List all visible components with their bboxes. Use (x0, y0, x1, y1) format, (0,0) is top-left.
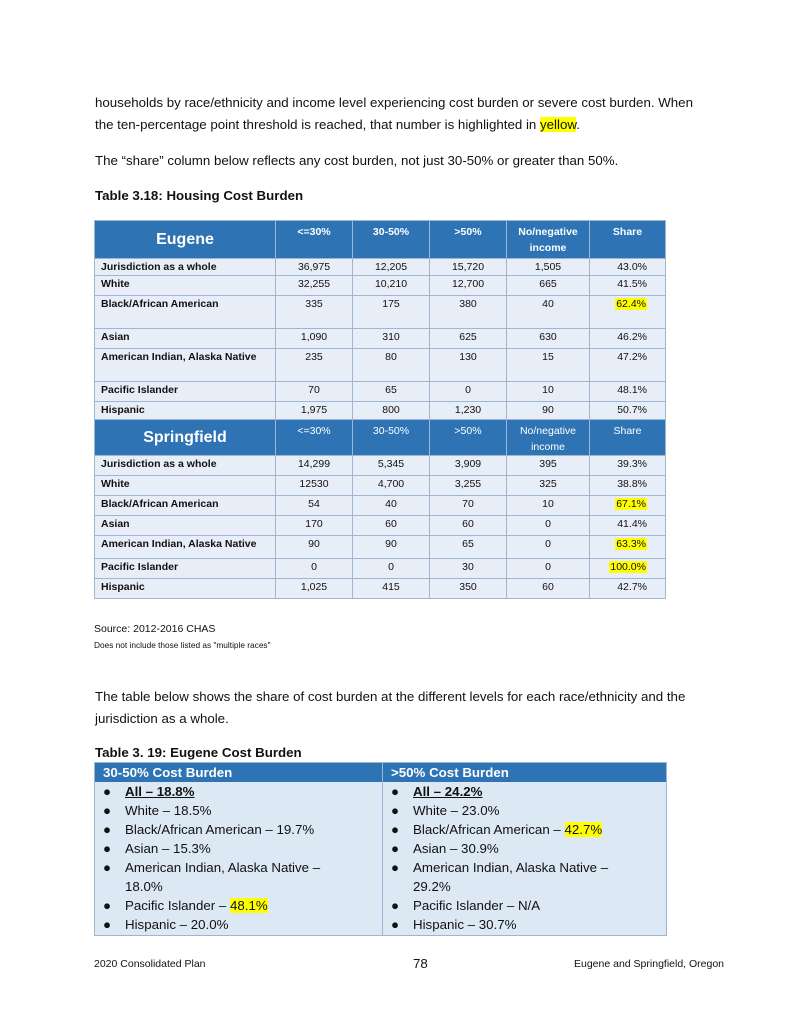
cell-le30: 90 (276, 536, 353, 559)
springfield-title: Springfield (95, 420, 276, 456)
row-label: American Indian, Alaska Native (95, 536, 276, 559)
transition-line-2: jurisdiction as a whole. (95, 711, 229, 726)
intro-line-2 (95, 114, 755, 136)
column-header: Share (590, 221, 666, 259)
cell-gt50: 3,909 (430, 456, 507, 476)
cell-gt50: 30 (430, 559, 507, 579)
cell-no-income: 0 (507, 559, 590, 579)
cell-gt50: 0 (430, 382, 507, 402)
list-item (383, 915, 666, 934)
column-header: Share (590, 420, 666, 456)
highlighted-share: 62.4% (616, 298, 646, 310)
bullet-icon: ● (391, 841, 400, 856)
highlighted-value: 48.1% (229, 898, 268, 913)
cell-gt50: 625 (430, 329, 507, 349)
column-header: >50% (430, 420, 507, 456)
share-value: 46.2% (617, 331, 647, 343)
row-label: Black/African American (95, 496, 276, 516)
cell-no-income: 40 (507, 296, 590, 329)
bullet-icon: ● (103, 784, 112, 799)
list-item-text: Black/African American – 19.7% (125, 822, 315, 837)
bullet-icon: ● (103, 841, 112, 856)
cell-le30: 32,255 (276, 276, 353, 296)
list-item-text: 29.2% (413, 879, 451, 894)
cell-gt50: 130 (430, 349, 507, 382)
cell-share (590, 402, 666, 420)
cell-gt50: 3,255 (430, 476, 507, 496)
bullet-icon: ● (103, 860, 112, 875)
cell-share (590, 296, 666, 329)
list-item-text: All – 18.8% (125, 784, 195, 799)
severe-burden-column (383, 763, 666, 935)
intro-line-1: households by race/ethnicity and income level experiencing cost burden or severe cost burden. When (95, 95, 693, 110)
list-item (95, 858, 382, 896)
cell-le30: 1,025 (276, 579, 353, 599)
row-label: Black/African American (95, 296, 276, 329)
cell-no-income: 630 (507, 329, 590, 349)
list-item (95, 820, 382, 839)
cell-le30: 70 (276, 382, 353, 402)
bullet-icon: ● (103, 898, 112, 913)
cell-no-income: 15 (507, 349, 590, 382)
cell-gt50: 15,720 (430, 259, 507, 276)
table-3-19-caption: Table 3. 19: Eugene Cost Burden (95, 745, 302, 760)
row-label: Pacific Islander (95, 382, 276, 402)
share-value: 39.3% (617, 458, 647, 470)
moderate-burden-list (95, 782, 382, 934)
column-header: <=30% (276, 420, 353, 456)
row-label: Hispanic (95, 579, 276, 599)
list-item-text: Hispanic – 30.7% (413, 917, 517, 932)
cell-30-50: 5,345 (353, 456, 430, 476)
cell-gt50: 70 (430, 496, 507, 516)
cell-gt50: 60 (430, 516, 507, 536)
cell-30-50: 40 (353, 496, 430, 516)
table-row (95, 579, 666, 599)
bullet-icon: ● (391, 898, 400, 913)
cell-le30: 1,090 (276, 329, 353, 349)
cell-no-income: 1,505 (507, 259, 590, 276)
cell-share (590, 382, 666, 402)
list-item-text: Pacific Islander – N/A (413, 898, 541, 913)
cell-le30: 235 (276, 349, 353, 382)
cell-gt50: 380 (430, 296, 507, 329)
table-row (95, 536, 666, 559)
row-label: Hispanic (95, 402, 276, 420)
cell-le30: 14,299 (276, 456, 353, 476)
table-row (95, 402, 666, 420)
intro-line-2-text: the ten-percentage point threshold is reached, that number is highlighted in (95, 117, 540, 132)
cell-no-income: 665 (507, 276, 590, 296)
table-row (95, 296, 666, 329)
list-item-text: Pacific Islander – (125, 898, 230, 913)
column-header: 30-50% (353, 420, 430, 456)
share-note: The “share” column below reflects any cost burden, not just 30-50% or greater than 50%. (95, 153, 619, 168)
cell-share (590, 349, 666, 382)
cell-no-income: 395 (507, 456, 590, 476)
springfield-section (95, 420, 666, 599)
highlighted-value: 42.7% (564, 822, 603, 837)
cell-30-50: 175 (353, 296, 430, 329)
table-row (95, 329, 666, 349)
list-item-text: White – 23.0% (413, 803, 500, 818)
share-value: 41.4% (617, 518, 647, 530)
share-value: 38.8% (617, 478, 647, 490)
cell-30-50: 415 (353, 579, 430, 599)
housing-cost-burden-table (94, 220, 666, 599)
bullet-icon: ● (103, 917, 112, 932)
cell-le30: 54 (276, 496, 353, 516)
list-item (383, 839, 666, 858)
share-value: 47.2% (617, 351, 647, 363)
cell-no-income: 10 (507, 496, 590, 516)
table-row (95, 276, 666, 296)
list-item-text: White – 18.5% (125, 803, 212, 818)
table-row (95, 382, 666, 402)
table-row (95, 476, 666, 496)
list-item-text: 18.0% (125, 879, 163, 894)
list-item (95, 801, 382, 820)
intro-line-2-end: . (576, 117, 580, 132)
column-header: No/negative income (507, 420, 590, 456)
table-row (95, 496, 666, 516)
row-label: American Indian, Alaska Native (95, 349, 276, 382)
cell-30-50: 12,205 (353, 259, 430, 276)
list-item-text: Black/African American – (413, 822, 565, 837)
cell-share (590, 476, 666, 496)
cell-share (590, 276, 666, 296)
table-3-18-caption: Table 3.18: Housing Cost Burden (95, 188, 304, 203)
cell-30-50: 0 (353, 559, 430, 579)
cell-30-50: 90 (353, 536, 430, 559)
share-value: 43.0% (617, 261, 647, 273)
row-label: Jurisdiction as a whole (95, 456, 276, 476)
cell-le30: 1,975 (276, 402, 353, 420)
severe-burden-header: >50% Cost Burden (383, 763, 666, 782)
bullet-icon: ● (103, 822, 112, 837)
cell-no-income: 325 (507, 476, 590, 496)
table-row (95, 516, 666, 536)
table-note: Does not include those listed as "multiple races" (94, 640, 271, 650)
moderate-burden-header: 30-50% Cost Burden (95, 763, 382, 782)
eugene-title: Eugene (95, 221, 276, 259)
list-item-text: American Indian, Alaska Native – (125, 860, 321, 875)
eugene-header-row (95, 221, 666, 259)
share-value: 41.5% (617, 278, 647, 290)
cell-30-50: 310 (353, 329, 430, 349)
cell-30-50: 65 (353, 382, 430, 402)
list-item-text: Asian – 30.9% (413, 841, 499, 856)
page-number: 78 (413, 956, 428, 971)
cell-gt50: 12,700 (430, 276, 507, 296)
bullet-icon: ● (391, 784, 400, 799)
bullet-icon: ● (391, 822, 400, 837)
cell-le30: 335 (276, 296, 353, 329)
cell-30-50: 60 (353, 516, 430, 536)
cell-gt50: 1,230 (430, 402, 507, 420)
cell-no-income: 0 (507, 516, 590, 536)
transition-paragraph (95, 686, 755, 730)
share-value: 42.7% (617, 581, 647, 593)
cell-30-50: 4,700 (353, 476, 430, 496)
list-item-text: American Indian, Alaska Native – (413, 860, 609, 875)
footer-plan-title: 2020 Consolidated Plan (94, 958, 206, 970)
table-source: Source: 2012-2016 CHAS (94, 623, 216, 635)
list-item-text: Hispanic – 20.0% (125, 917, 229, 932)
share-value: 50.7% (617, 404, 647, 416)
bullet-icon: ● (103, 803, 112, 818)
yellow-highlight-word: yellow (540, 117, 577, 132)
cell-no-income: 60 (507, 579, 590, 599)
cell-share (590, 329, 666, 349)
cell-share (590, 579, 666, 599)
row-label: Jurisdiction as a whole (95, 259, 276, 276)
column-header: No/negative income (507, 221, 590, 259)
transition-line-1: The table below shows the share of cost burden at the different levels for each race/ethnicity and the (95, 689, 686, 704)
severe-burden-list (383, 782, 666, 934)
cell-le30: 12530 (276, 476, 353, 496)
bullet-icon: ● (391, 803, 400, 818)
list-item-text: Asian – 15.3% (125, 841, 211, 856)
eugene-section (95, 221, 666, 420)
springfield-header-row (95, 420, 666, 456)
column-header: 30-50% (353, 221, 430, 259)
row-label: Asian (95, 329, 276, 349)
intro-paragraph (95, 92, 755, 136)
cell-gt50: 350 (430, 579, 507, 599)
row-label: White (95, 276, 276, 296)
table-row (95, 259, 666, 276)
row-label: White (95, 476, 276, 496)
bullet-icon: ● (391, 860, 400, 875)
list-item (95, 839, 382, 858)
cell-share (590, 259, 666, 276)
table-row (95, 456, 666, 476)
cell-share (590, 496, 666, 516)
cell-gt50: 65 (430, 536, 507, 559)
list-item (383, 896, 666, 915)
list-item (383, 820, 666, 839)
cell-no-income: 10 (507, 382, 590, 402)
row-label: Pacific Islander (95, 559, 276, 579)
list-item (383, 801, 666, 820)
row-label: Asian (95, 516, 276, 536)
highlighted-share: 100.0% (610, 561, 646, 573)
column-header: >50% (430, 221, 507, 259)
share-value: 48.1% (617, 384, 647, 396)
cell-le30: 0 (276, 559, 353, 579)
highlighted-share: 63.3% (616, 538, 646, 550)
cell-le30: 170 (276, 516, 353, 536)
column-header: <=30% (276, 221, 353, 259)
list-item (95, 782, 382, 801)
moderate-burden-column (95, 763, 383, 935)
table-row (95, 559, 666, 579)
cell-30-50: 800 (353, 402, 430, 420)
list-item-text: All – 24.2% (413, 784, 483, 799)
cell-no-income: 90 (507, 402, 590, 420)
list-item (95, 915, 382, 934)
list-item (383, 782, 666, 801)
list-item (95, 896, 382, 915)
bullet-icon: ● (391, 917, 400, 932)
footer-jurisdiction: Eugene and Springfield, Oregon (574, 958, 725, 970)
cell-share (590, 559, 666, 579)
cell-30-50: 10,210 (353, 276, 430, 296)
cell-share (590, 456, 666, 476)
eugene-cost-burden-table (94, 762, 667, 936)
cell-share (590, 516, 666, 536)
cell-share (590, 536, 666, 559)
cell-no-income: 0 (507, 536, 590, 559)
list-item (383, 858, 666, 896)
table-row (95, 349, 666, 382)
cell-30-50: 80 (353, 349, 430, 382)
cell-le30: 36,975 (276, 259, 353, 276)
highlighted-share: 67.1% (616, 498, 646, 510)
